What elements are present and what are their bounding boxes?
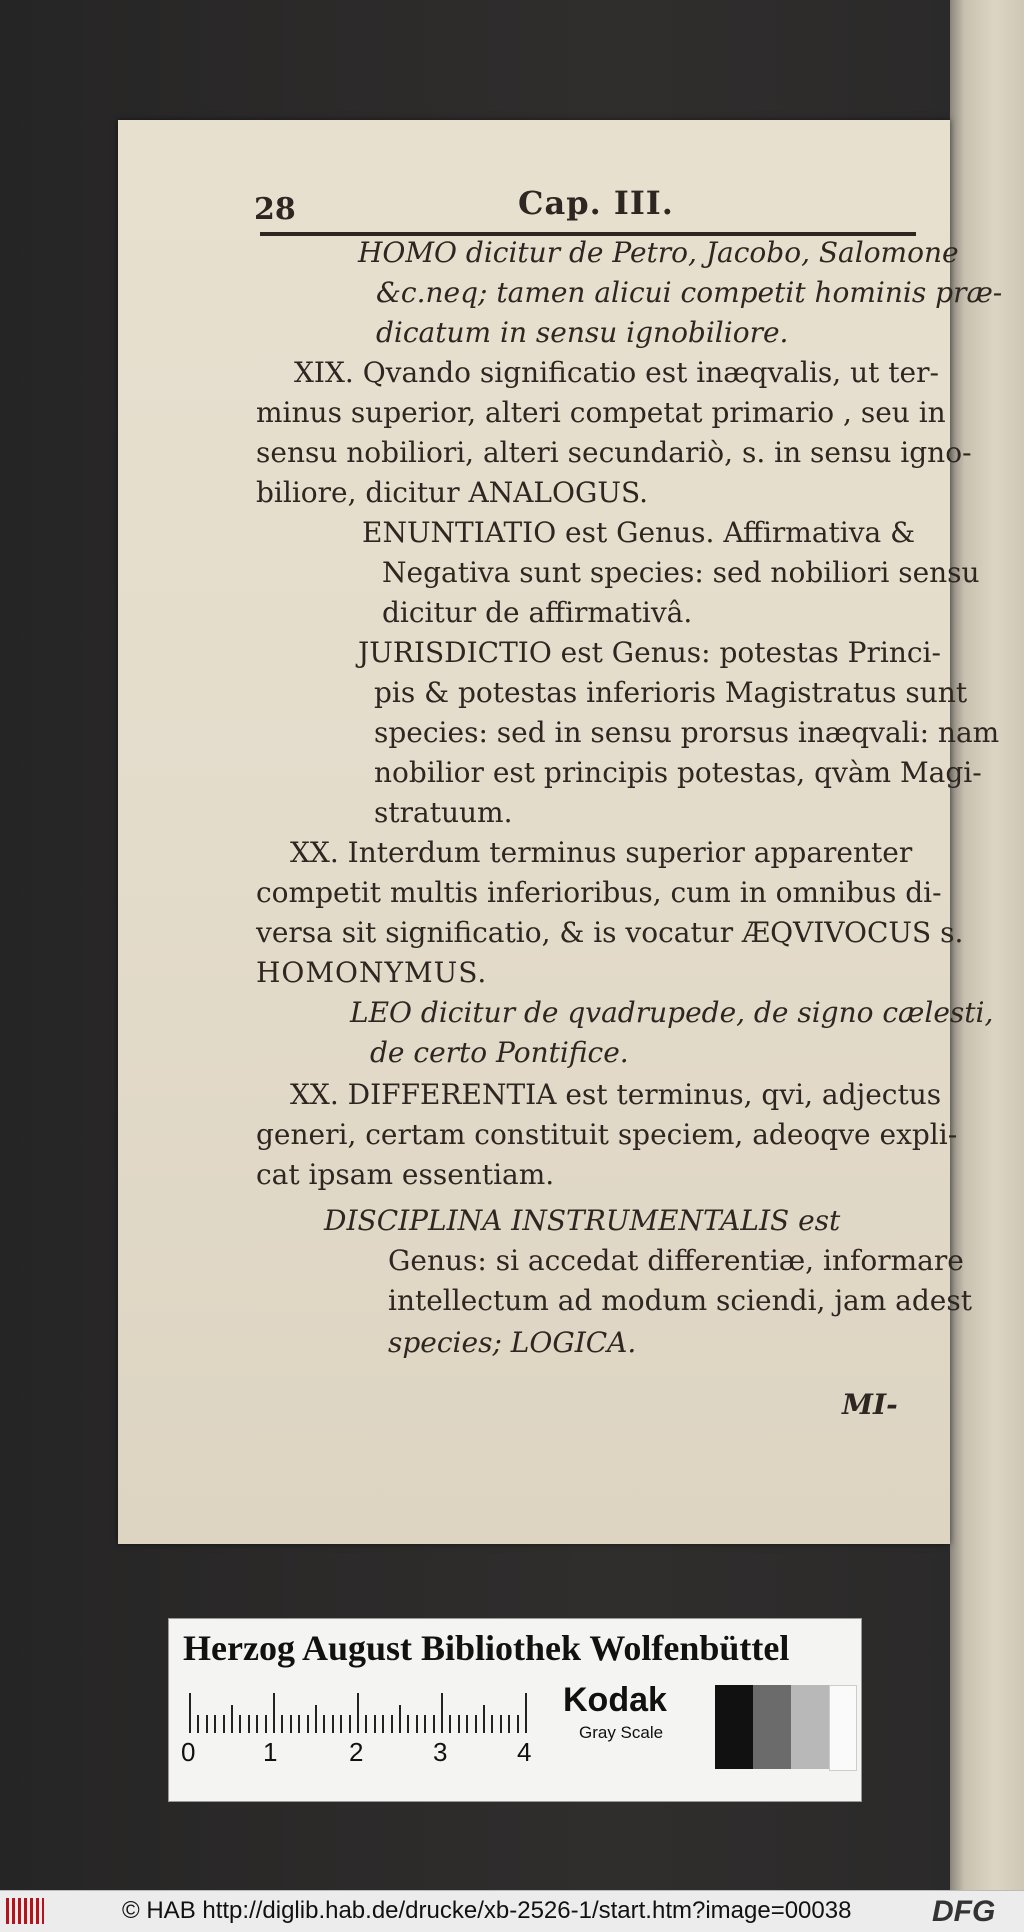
ruler-tick bbox=[323, 1715, 325, 1733]
text-line: species; LOGICA. bbox=[388, 1326, 637, 1359]
text-line: competit multis inferioribus, cum in omnibus di- bbox=[256, 876, 942, 909]
status-bar bbox=[0, 1890, 1024, 1932]
ruler-tick bbox=[449, 1715, 451, 1733]
ruler-tick bbox=[273, 1693, 275, 1733]
ruler-tick bbox=[458, 1715, 460, 1733]
ruler-number: 1 bbox=[263, 1737, 278, 1767]
text-line: sensu nobiliori, alteri secundariò, s. in sensu igno- bbox=[256, 436, 972, 469]
ruler-tick bbox=[466, 1715, 468, 1733]
ruler-tick bbox=[281, 1715, 283, 1733]
library-color-target bbox=[168, 1618, 862, 1802]
ruler-tick bbox=[357, 1693, 359, 1733]
book-page bbox=[118, 120, 1003, 1544]
ruler-tick bbox=[407, 1715, 409, 1733]
text-line: LEO dicitur de qvadrupede, de signo cælesti, bbox=[350, 996, 994, 1029]
gray-swatch-dark bbox=[753, 1685, 791, 1769]
ruler-tick bbox=[517, 1715, 519, 1733]
ruler-tick bbox=[491, 1715, 493, 1733]
ruler-tick bbox=[223, 1715, 225, 1733]
text-line: HOMO dicitur de Petro, Jacobo, Salomone bbox=[358, 236, 959, 269]
text-line: ENUNTIATIO est Genus. Affirmativa & bbox=[362, 516, 916, 549]
ruler-number: 2 bbox=[349, 1737, 364, 1767]
source-url-text[interactable]: © HAB http://diglib.hab.de/drucke/xb-2526-1/start.htm?image=00038 bbox=[122, 1897, 852, 1924]
ruler-tick bbox=[214, 1715, 216, 1733]
text-line: XIX. Qvando significatio est inæqvalis, ut ter- bbox=[294, 356, 939, 389]
text-line: de certo Pontifice. bbox=[370, 1036, 629, 1069]
text-line: Genus: si accedat differentiæ, informare bbox=[388, 1244, 964, 1277]
ruler-tick bbox=[500, 1715, 502, 1733]
ruler-tick bbox=[433, 1715, 435, 1733]
text-line: stratuum. bbox=[374, 796, 513, 829]
ruler-tick bbox=[265, 1715, 267, 1733]
text-line: &c.neq; tamen alicui competit hominis præ- bbox=[376, 276, 1003, 309]
gray-swatch-light bbox=[791, 1685, 829, 1769]
text-line: XX. DIFFERENTIA est terminus, qvi, adjectus bbox=[290, 1078, 942, 1111]
text-line: cat ipsam essentiam. bbox=[256, 1158, 555, 1191]
ruler-tick bbox=[365, 1715, 367, 1733]
catchword: MI- bbox=[842, 1388, 898, 1421]
ruler-tick bbox=[290, 1715, 292, 1733]
ruler-tick bbox=[391, 1715, 393, 1733]
kodak-logo: Kodak bbox=[563, 1681, 667, 1719]
ruler-tick bbox=[248, 1715, 250, 1733]
ruler-tick bbox=[508, 1715, 510, 1733]
ruler-tick bbox=[483, 1705, 485, 1733]
page-content bbox=[118, 120, 1003, 1544]
ruler-number: 3 bbox=[433, 1737, 448, 1767]
ruler-tick bbox=[441, 1693, 443, 1733]
page-number: 28 bbox=[254, 192, 296, 227]
ruler-tick bbox=[189, 1693, 191, 1733]
text-line: dicatum in sensu ignobiliore. bbox=[376, 316, 789, 349]
ruler-tick bbox=[374, 1715, 376, 1733]
dfg-logo: DFG bbox=[932, 1895, 996, 1928]
text-line: XX. Interdum terminus superior apparenter bbox=[290, 836, 913, 869]
ruler-tick bbox=[315, 1705, 317, 1733]
hab-barcode-icon bbox=[6, 1898, 44, 1924]
text-line: generi, certam constituit speciem, adeoqve expli- bbox=[256, 1118, 958, 1151]
ruler-tick bbox=[197, 1715, 199, 1733]
ruler-tick bbox=[424, 1715, 426, 1733]
text-line: pis & potestas inferioris Magistratus sunt bbox=[374, 676, 968, 709]
ruler-number: 0 bbox=[181, 1737, 196, 1767]
ruler-tick bbox=[349, 1715, 351, 1733]
text-line: intellectum ad modum sciendi, jam adest bbox=[388, 1284, 972, 1317]
ruler-tick bbox=[399, 1705, 401, 1733]
text-line: HOMONYMUS. bbox=[256, 956, 488, 989]
ruler-tick bbox=[298, 1715, 300, 1733]
ruler-tick bbox=[332, 1715, 334, 1733]
ruler-tick bbox=[340, 1715, 342, 1733]
ruler-tick bbox=[475, 1715, 477, 1733]
ruler-tick bbox=[239, 1715, 241, 1733]
text-line: JURISDICTIO est Genus: potestas Princi- bbox=[358, 636, 941, 669]
running-head: Cap. III. bbox=[518, 184, 674, 222]
gray-swatch-black bbox=[715, 1685, 753, 1769]
ruler-tick bbox=[382, 1715, 384, 1733]
ruler-tick bbox=[231, 1705, 233, 1733]
text-line: DISCIPLINA INSTRUMENTALIS est bbox=[324, 1204, 841, 1237]
text-line: versa sit significatio, & is vocatur ÆQVIVOCUS s. bbox=[256, 916, 964, 949]
ruler-tick bbox=[307, 1715, 309, 1733]
text-line: dicitur de affirmativâ. bbox=[382, 596, 693, 629]
gray-scale-label: Gray Scale bbox=[579, 1723, 664, 1742]
ruler-number: 4 bbox=[517, 1737, 532, 1767]
text-line: species: sed in sensu prorsus inæqvali: nam bbox=[374, 716, 1000, 749]
ruler-tick bbox=[525, 1693, 527, 1733]
text-line: minus superior, alteri competat primario , seu in bbox=[256, 396, 946, 429]
ruler-tick bbox=[416, 1715, 418, 1733]
ruler-tick bbox=[206, 1715, 208, 1733]
text-line: biliore, dicitur ANALOGUS. bbox=[256, 476, 649, 509]
text-line: Negativa sunt species: sed nobiliori sensu bbox=[382, 556, 980, 589]
gray-swatch-white bbox=[829, 1685, 857, 1771]
library-name: Herzog August Bibliothek Wolfenbüttel bbox=[183, 1628, 790, 1668]
ruler-tick bbox=[256, 1715, 258, 1733]
text-line: nobilior est principis potestas, qvàm Magi- bbox=[374, 756, 982, 789]
